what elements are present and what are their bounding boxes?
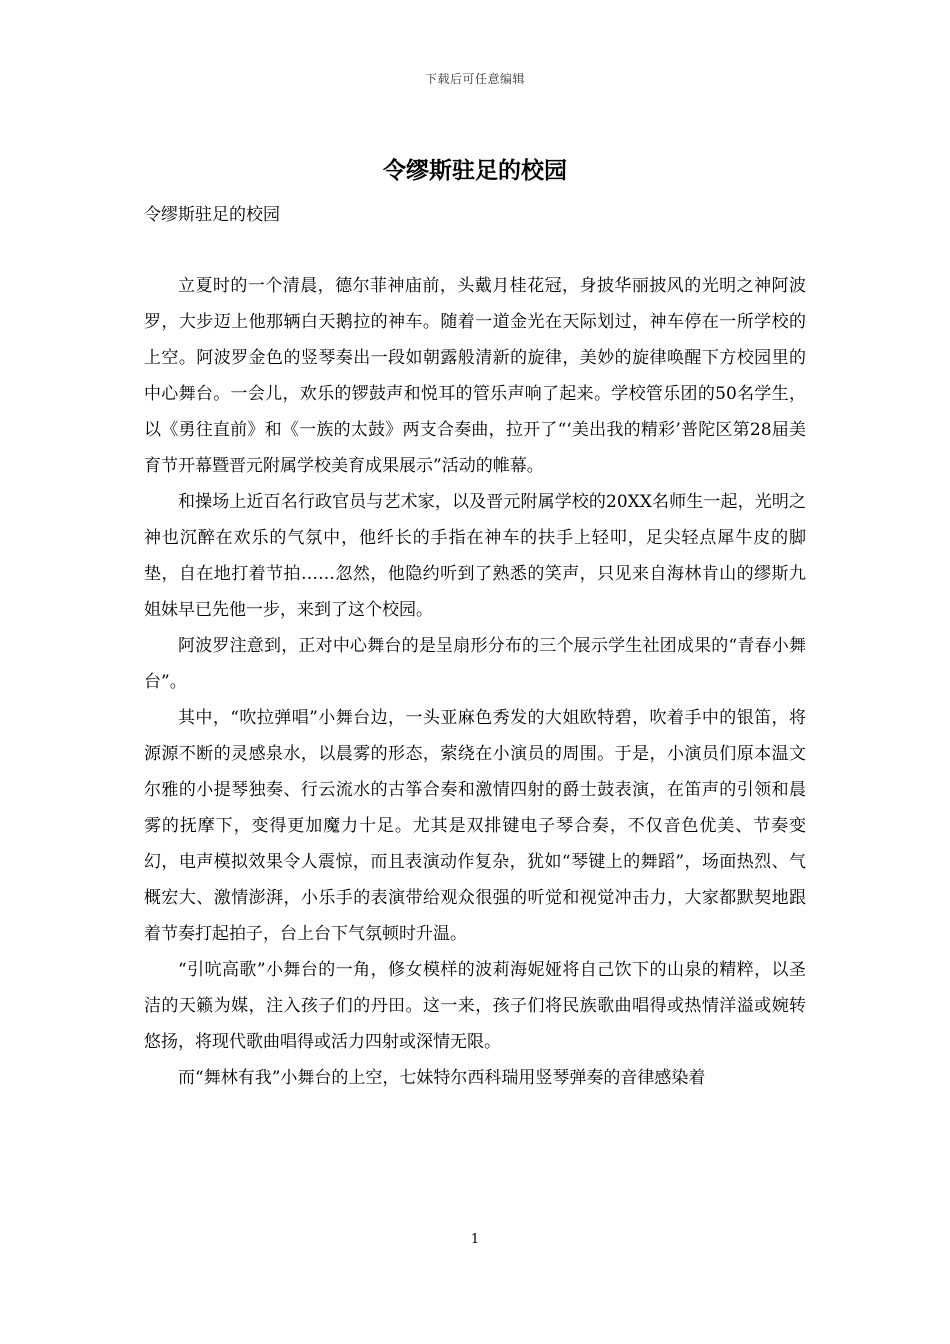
document-title: 令缪斯驻足的校园 [383,157,567,184]
paragraph: 阿波罗注意到，正对中心舞台的是呈扇形分布的三个展示学生社团成果的“青春小舞台”。 [144,636,806,692]
page-number: 1 [470,1232,480,1247]
body-text [144,268,806,1096]
paragraph: “引吭高歌”小舞台的一角，修女模样的波莉海妮娅将自己饮下的山泉的精粹，以圣洁的天籁为媒，注入孩子们的丹田。这一来，孩子们将民族歌曲唱得或热情洋溢或婉转悠扬，将现代歌曲唱得或活力四射或深情无限。 [144,960,806,1052]
header-note: 下载后可任意编辑 [424,72,525,86]
paragraph: 和操场上近百名行政官员与艺术家，以及晋元附属学校的20XX名师生一起，光明之神也沉醉在欢乐的气氛中，他纤长的手指在神车的扶手上轻叩，足尖轻点犀牛皮的脚垫，自在地打着节拍……忽然，他隐约听到了熟悉的笑声，只见来自海林肯山的缪斯九姐妹早已先他一步，来到了这个校园。 [144,492,806,620]
document-subtitle: 令缪斯驻足的校园 [144,205,280,225]
paragraph: 其中，“吹拉弹唱”小舞台边，一头亚麻色秀发的大姐欧特碧，吹着手中的银笛，将源源不断的灵感泉水，以晨雾的形态，萦绕在小演员的周围。于是，小演员们原本温文尔雅的小提琴独奏、行云流水的古筝合奏和激情四射的爵士鼓表演，在笛声的引领和晨雾的抚摩下，变得更加魔力十足。尤其是双排键电子琴合奏，不仅音色优美、节奏变幻，电声模拟效果令人震惊，而且表演动作复杂，犹如“琴键上的舞蹈”，场面热烈、气概宏大、激情澎湃，小乐手的表演带给观众很强的听觉和视觉冲击力，大家都默契地跟着节奏打起拍子，台上台下气氛顿时升温。 [144,708,806,944]
paragraph: 而“舞林有我”小舞台的上空，七妹特尔西科瑞用竖琴弹奏的音律感染着 [178,1068,706,1088]
paragraph: 立夏时的一个清晨，德尔菲神庙前，头戴月桂花冠，身披华丽披风的光明之神阿波罗，大步迈上他那辆白天鹅拉的神车。随着一道金光在天际划过，神车停在一所学校的上空。阿波罗金色的竖琴奏出一段如朝露般清新的旋律，美妙的旋律唤醒下方校园里的中心舞台。一会儿，欢乐的锣鼓声和悦耳的管乐声响了起来。学校管乐团的50名学生，以《勇往直前》和《一族的太鼓》两支合奏曲，拉开了“‘美出我的精彩’普陀区第28届美育节开幕暨晋元附属学校美育成果展示”活动的帷幕。 [144,276,806,476]
